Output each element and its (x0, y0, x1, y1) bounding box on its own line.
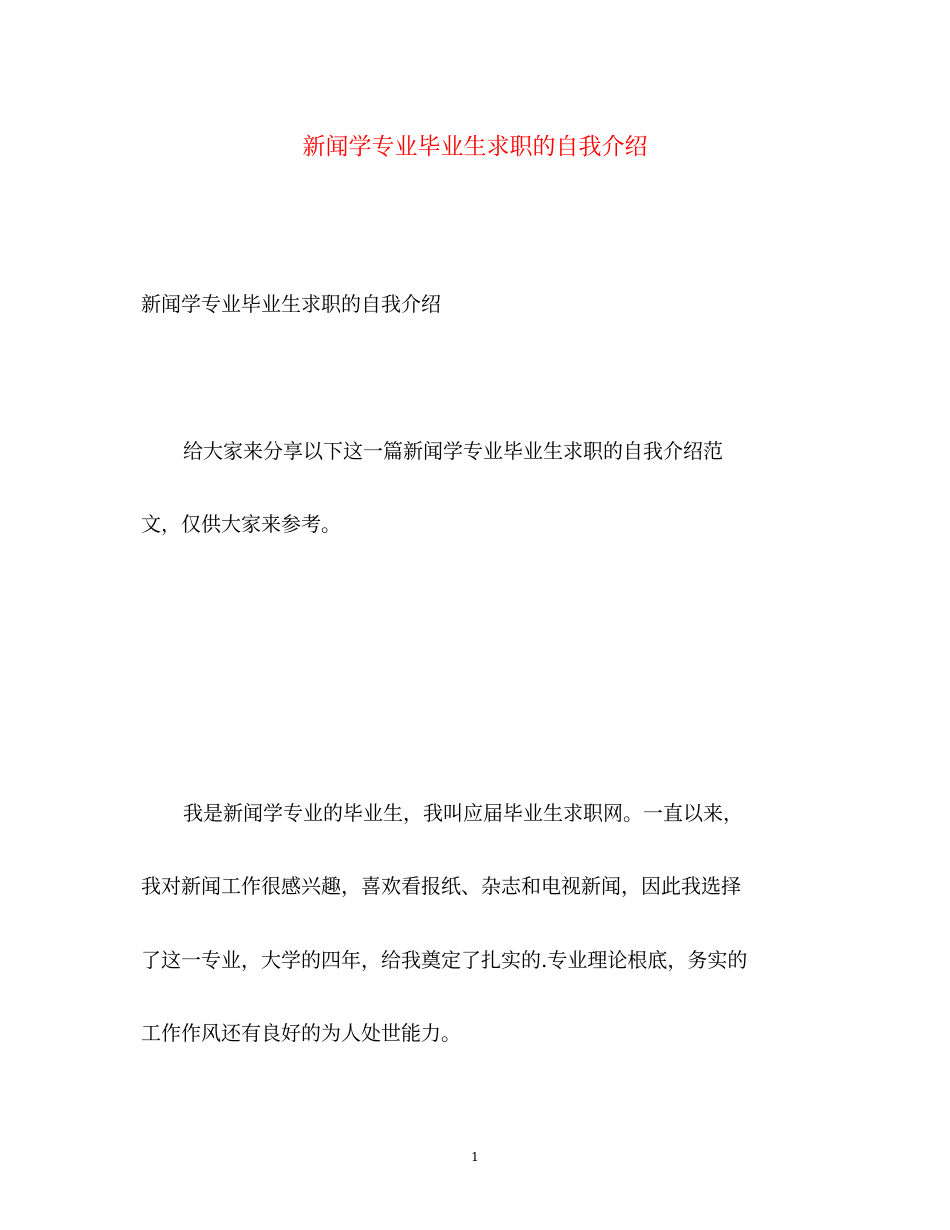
page-number: 1 (471, 1150, 479, 1164)
intro-line-1: 给大家来分享以下这一篇新闻学专业毕业生求职的自我介绍范 (183, 439, 723, 463)
body-line-2: 我对新闻工作很感兴趣，喜欢看报纸、杂志和电视新闻，因此我选择 (141, 874, 741, 898)
intro-line-2: 文，仅供大家来参考。 (141, 512, 341, 536)
body-line-1: 我是新闻学专业的毕业生，我叫应届毕业生求职网。一直以来， (183, 801, 743, 825)
section-heading: 新闻学专业毕业生求职的自我介绍 (141, 292, 441, 316)
body-line-4: 工作作风还有良好的为人处世能力。 (141, 1021, 461, 1045)
document-title: 新闻学专业毕业生求职的自我介绍 (302, 134, 648, 160)
body-line-3: 了这一专业，大学的四年，给我奠定了扎实的.专业理论根底，务实的 (141, 948, 748, 972)
